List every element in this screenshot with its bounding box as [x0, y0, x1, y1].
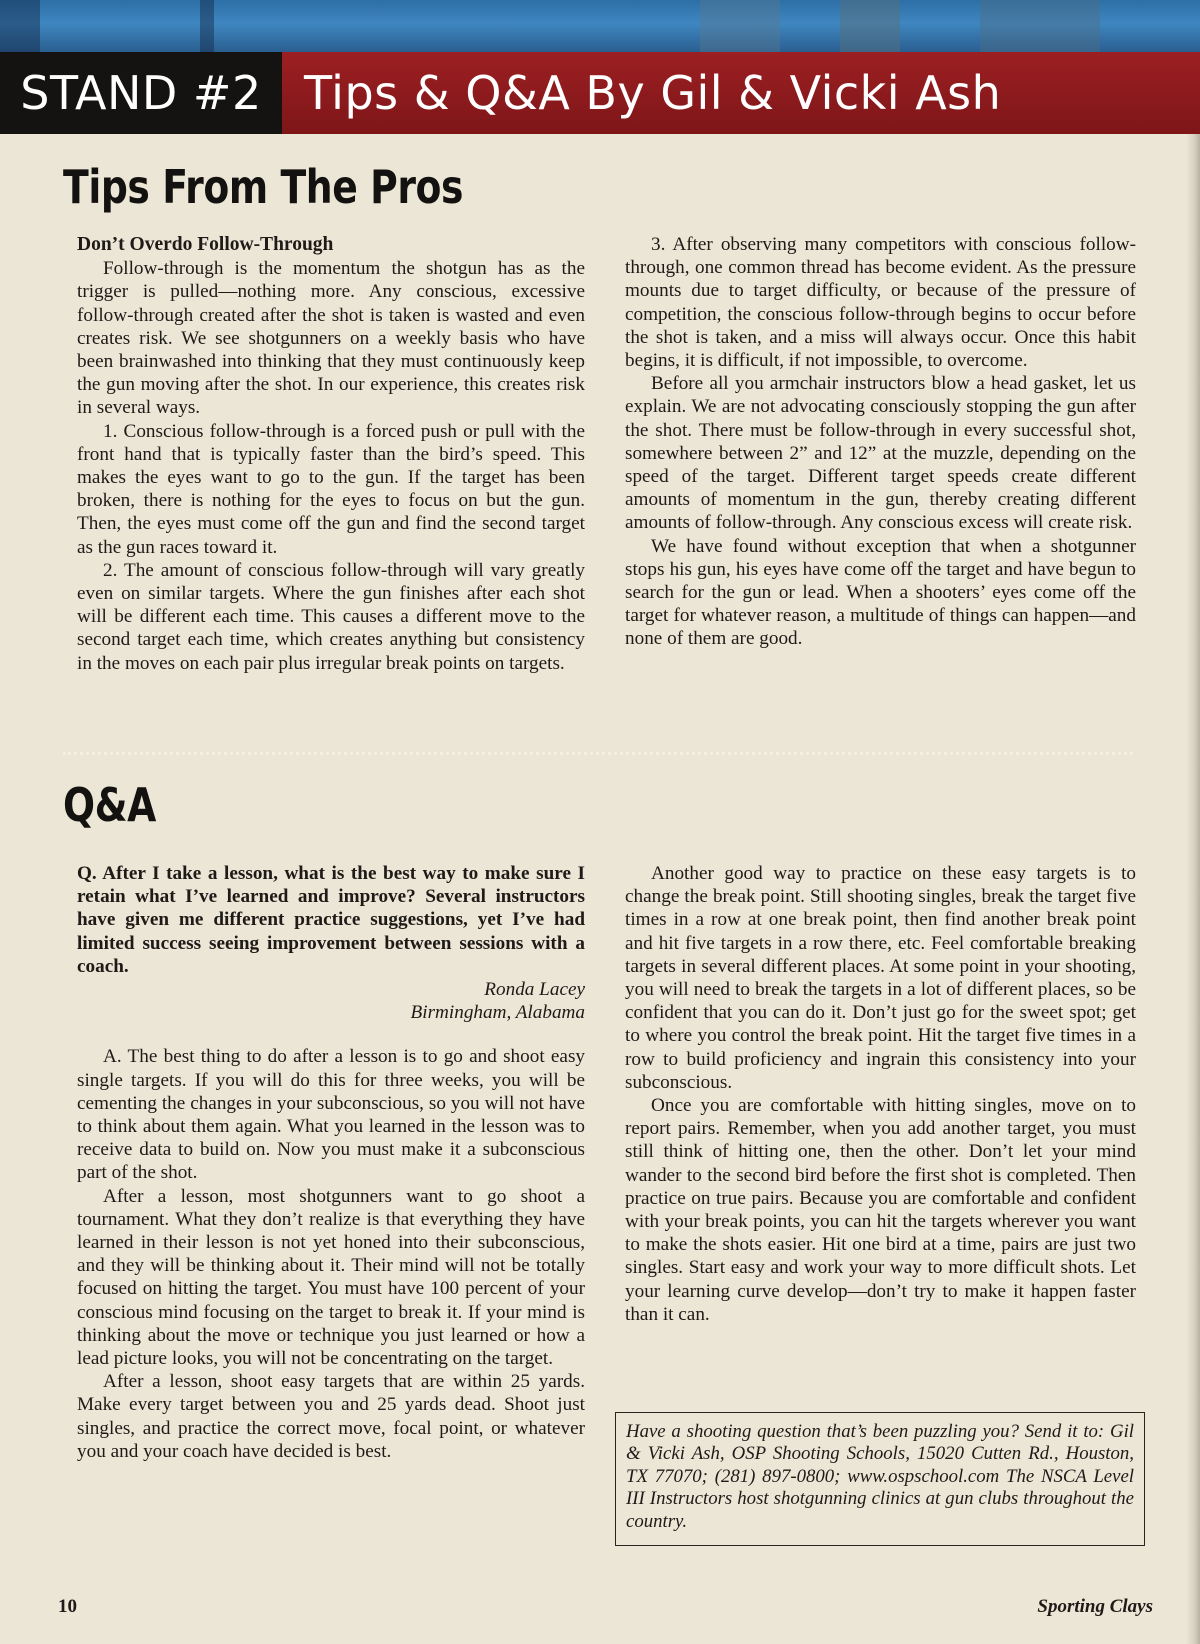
photo-detail [840, 0, 900, 52]
tips-paragraph: Before all you armchair instructors blow a head gasket, let us explain. We are not advocating consciously stopping the gun after the shot. There must be follow-through in every successful shot, somewhere between 2” and 12” at the muzzle, depending on the speed of the target. Different target speeds create different amounts of momentum in the gun, thereby creating different amounts of follow-through. Any conscious excess will create risk. [625, 373, 1136, 534]
tips-paragraph: 3. After observing many competitors with conscious follow-through, one common thread has become evident. As the pressure mounts due to target difficulty, or because of the pressure of competition, the conscious follow-through begins to occur before the shot is taken, and a miss will always occur. Once this habit begins, it is difficult, if not impossible, to overcome. [625, 234, 1136, 372]
contact-infobox: Have a shooting question that’s been puzzling you? Send it to: Gil & Vicki Ash, OSP Shooting Schools, 15020 Cutten Rd., Houston, TX 77070; (281) 897-0800; www.ospschool.com The NSCA Level III Instructors host shotgunning clinics at gun clubs throughout the country. [615, 1412, 1145, 1546]
photo-detail [200, 0, 214, 52]
answer-paragraph: After a lesson, most shotgunners want to go shoot a tournament. What they don’t realize is that everything they have learned in their lesson is not yet honed into their subconscious, and they will be thinking about it. Their mind will not be totally focused on hitting the target. You must have 100 percent of your conscious mind focusing on the target to break it. If your mind is thinking about the move or technique you just learned or how a lead picture looks, you will not be concentrating on the target. [77, 1185, 585, 1370]
answer-paragraph: After a lesson, shoot easy targets that are within 25 yards. Make every target between you and 25 yards dead. Shoot just singles, and practice the correct move, focal point, or whatever you and your coach have decided is best. [77, 1371, 585, 1462]
answer-paragraph: A. The best thing to do after a lesson is to go and shoot easy single targets. If you will do this for three weeks, you will be cementing the changes in your subconscious, so you will not have to think about them again. What you learned in the lesson was to receive data to build on. Now you must make it a subconscious part of the shot. [77, 1046, 585, 1184]
tips-subhead: Don’t Overdo Follow-Through [77, 234, 334, 255]
qa-right-column [625, 862, 1136, 1326]
answer-paragraph: Another good way to practice on these easy targets is to change the break point. Still shooting singles, break the target five times in a row at one break point, then find another break point and hit five targets in a row there, etc. Feel comfortable breaking targets in several different places. At some point in your shooting, you will need to break the targets in a lot of different places, so be confident that you can do it. Don’t just go for the sweet spot; get to where you control the break point. Hit the target five times in a row to build proficiency and ingrain this consistency into your subconscious. [625, 863, 1136, 1093]
tips-paragraph: 2. The amount of conscious follow-through will vary greatly even on similar targets. Where the gun finishes after each shot will be different each time. This causes a different move to the second target each time, which creates anything but consistency in the moves on each pair plus irregular break points on targets. [77, 559, 585, 674]
tips-heading: Tips From The Pros [63, 160, 464, 214]
header-photo-strip [0, 0, 1200, 52]
title-band [0, 52, 1200, 134]
answer-paragraph: Once you are comfortable with hitting singles, move on to report pairs. Remember, when you add another target, you must still think of hitting one, then the other. Don’t let your mind wander to the second bird before the first shot is completed. Then practice on true pairs. Because you are comfortable and confident with your break points, you can hit the targets wherever you want to make the shots easier. Hit one bird at a time, pairs are just two singles. Start easy and work your way to more difficult shots. Let your learning curve develop—don’t try to make it happen faster than it can. [625, 1095, 1136, 1325]
page-curl-edge [1186, 134, 1200, 1644]
asker-location: Birmingham, Alabama [410, 1002, 585, 1024]
tips-left-column [77, 233, 585, 675]
photo-detail [700, 0, 780, 52]
tips-paragraph: Follow-through is the momentum the shotgun has as the trigger is pulled—nothing more. Any conscious, excessive follow-through created after the shot is taken is wasted and even creates risk. We see shotgunners on a weekly basis who have been brainwashed into thinking that they must continuously keep the gun moving after the shot. In our experience, this creates risk in several ways. [77, 258, 585, 419]
photo-detail [980, 0, 1100, 52]
photo-detail [0, 0, 40, 52]
page-number: 10 [58, 1596, 77, 1617]
spacer [77, 1024, 585, 1045]
column-title: Tips & Q&A By Gil & Vicki Ash [304, 66, 1002, 120]
tips-paragraph: 1. Conscious follow-through is a forced push or pull with the front hand that is typically faster than the bird’s speed. This makes the eyes want to go to the gun. If the target has been broken, there is nothing for the eyes to focus on but the gun. Then, the eyes must come off the gun and find the second target as the gun races toward it. [77, 420, 585, 558]
magazine-name: Sporting Clays [1037, 1596, 1153, 1617]
reader-question: Q. After I take a lesson, what is the best way to make sure I retain what I’ve learned and improve? Several instructors have given me different practice suggestions, yet I’ve had limited success seeing improvement between sessions with a coach. [77, 863, 585, 977]
tips-right-column [625, 233, 1136, 651]
column-title-box [282, 52, 1200, 134]
stand-label: STAND #2 [20, 66, 262, 120]
tips-paragraph: We have found without exception that when a shotgunner stops his gun, his eyes have come off the target and have begun to search for the gun or lead. When a shooters’ eyes come off the target for whatever reason, a multitude of things can happen—and none of them are good. [625, 535, 1136, 650]
qa-left-column [77, 862, 585, 1463]
asker-name: Ronda Lacey [484, 979, 585, 1001]
section-divider [63, 752, 1133, 755]
stand-label-box [0, 52, 282, 134]
qa-heading: Q&A [63, 778, 156, 832]
